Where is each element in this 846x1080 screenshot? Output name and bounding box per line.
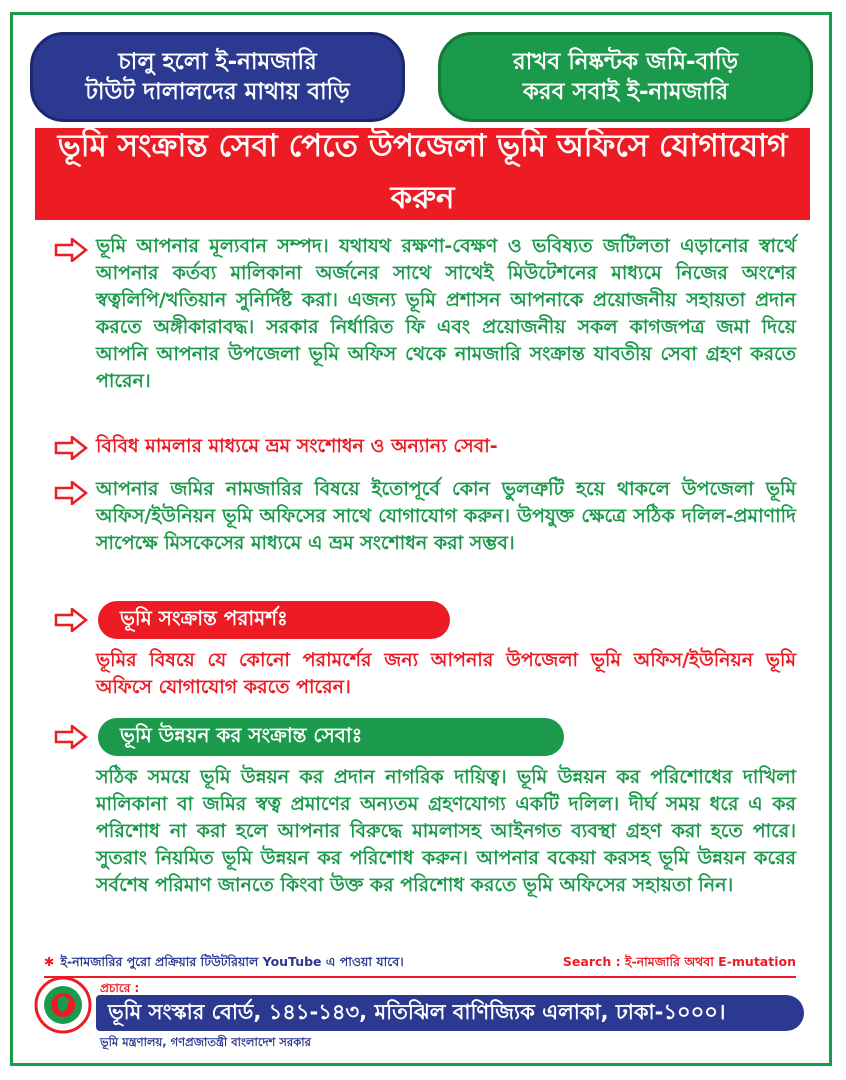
advice-heading: ভূমি সংক্রান্ত পরামর্শঃ [98,601,450,639]
arrow-right-icon [54,436,88,460]
star-icon: ✱ [44,954,55,969]
banner-left-line1: চালু হলো ই-নামজারি [118,49,317,75]
tax-heading: ভূমি উন্নয়ন কর সংক্রান্ত সেবাঃ [98,718,564,756]
banner-left-line2: টাউট দালালদের মাথায় বাড়ি [85,79,350,105]
address-box: ভূমি সংস্কার বোর্ড, ১৪১-১৪৩, মতিঝিল বাণিজ্যিক এলাকা, ঢাকা-১০০০। [96,995,804,1031]
banner-right-line2: করব সবাই ই-নামজারি [522,79,729,105]
arrow-right-icon [54,481,88,505]
youtube-note [44,954,796,978]
ministry-name: ভূমি মন্ত্রণালয়, গণপ্রজাতন্ত্রী বাংলাদেশ সরকার [100,1035,311,1049]
intro-paragraph: ভূমি আপনার মূল্যবান সম্পদ। যথাযথ রক্ষণা-বেক্ষণ ও ভবিষ্যত জটিলতা এড়ানোর স্বার্থে আপনার কর্তব্য মালিকানা অর্জনের সাথে সাথেই মিউটেশনের মাধ্যমে নিজের অংশের স্বত্বলিপি/খতিয়ান সুনির্দিষ্ট করা। এজন্য ভূমি প্রশাসন আপনাকে প্রয়োজনীয় সহায়তা প্রদান করতে অঙ্গীকারাবদ্ধ। সরকার নির্ধারিত ফি এবং প্রয়োজনীয় সকল কাগজপত্র জমা দিয়ে আপনি আপনার উপজেলা ভূমি অফিস থেকে নামজারি সংক্রান্ত যাবতীয় সেবা গ্রহণ করতে পারেন। [96,235,796,392]
banner-left [30,32,405,122]
arrow-right-icon [54,608,88,632]
banner-right-line1: রাখব নিষ্কন্টক জমি-বাড়ি [512,49,739,75]
cases-paragraph: আপনার জমির নামজারির বিষয়ে ইতোপূর্বে কোন ভুলত্রুটি হয়ে থাকলে উপজেলা ভূমি অফিস/ইউনিয়ন ভূমি অফিসের সাথে যোগাযোগ করুন। উপযুক্ত ক্ষেত্রে সঠিক দলিল-প্রমাণাদি সাপেক্ষে মিসকেসের মাধ্যমে এ ভ্রম সংশোধন করা সম্ভব। [96,478,796,554]
banner-right [438,32,813,122]
page-title: ভূমি সংক্রান্ত সেবা পেতে উপজেলা ভূমি অফিসে যোগাযোগ করুন [35,128,810,220]
youtube-note-text: ই-নামজারির পুরো প্রক্রিয়ার টিউটরিয়াল YouTube এ পাওয়া যাবে। [60,954,404,969]
arrow-right-icon [54,725,88,749]
cases-heading: বিবিধ মামলার মাধ্যমে ভ্রম সংশোধন ও অন্যান্য সেবা- [96,435,498,457]
advice-paragraph: ভূমির বিষয়ে যে কোনো পরামর্শের জন্য আপনার উপজেলা ভূমি অফিস/ইউনিয়ন ভূমি অফিসে যোগাযোগ করতে পারেন। [96,649,796,698]
tax-paragraph: সঠিক সময়ে ভূমি উন্নয়ন কর প্রদান নাগরিক দায়িত্ব। ভূমি উন্নয়ন কর পরিশোধের দাখিলা মালিকানা বা জমির স্বত্ব প্রমাণের অন্যতম গ্রহণযোগ্য একটি দলিল। দীর্ঘ সময় ধরে এ কর পরিশোধ না করা হলে আপনার বিরুদ্ধে মামলাসহ আইনগত ব্যবস্থা গ্রহণ করা হতে পারে। সুতরাং নিয়মিত ভূমি উন্নয়ন কর পরিশোধ করুন। আপনার বকেয়া করসহ ভূমি উন্নয়ন করের সর্বশেষ পরিমাণ জানতে কিংবা উক্ত কর পরিশোধ করতে ভূমি অফিসের সহায়তা নিন। [96,766,796,896]
government-seal-icon [34,976,92,1034]
arrow-right-icon [54,238,88,262]
search-note: Search : ই-নামজারি অথবা E-mutation [562,954,796,969]
promoter-label: প্রচারে : [100,981,140,995]
